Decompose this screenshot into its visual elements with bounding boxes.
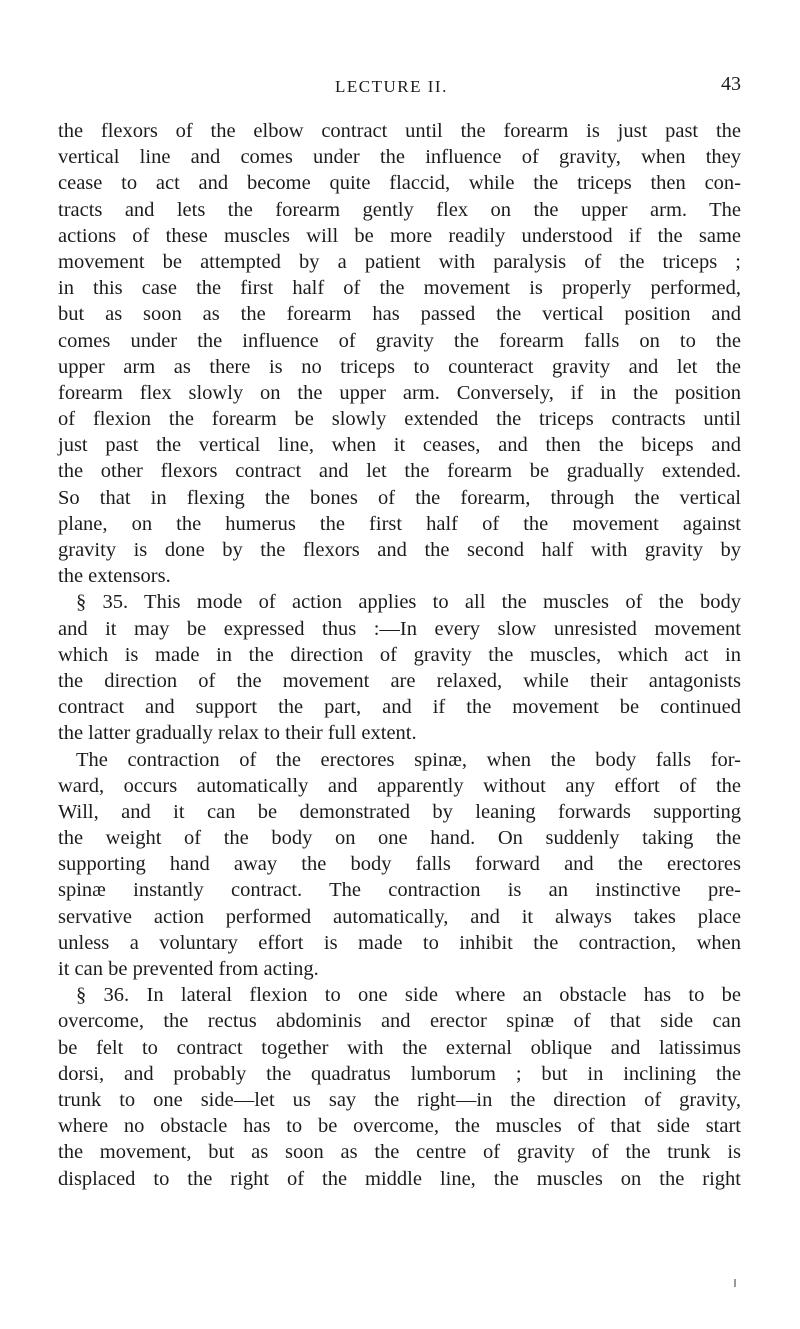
text-line: supporting hand away the body falls forward and the erectores <box>58 853 741 876</box>
text-line: cease to act and become quite flaccid, while the triceps then con- <box>58 172 741 195</box>
running-header <box>0 63 800 96</box>
text-line: gravity is done by the flexors and the second half with gravity by <box>58 539 741 561</box>
text-line: which is made in the direction of gravity the muscles, which act in <box>58 643 741 666</box>
page-number: 43 <box>721 73 741 95</box>
text-line: So that in flexing the bones of the forearm, through the vertical <box>58 486 741 509</box>
text-line: the flexors of the elbow contract until the forearm is just past the <box>58 120 741 142</box>
text-line: plane, on the humerus the first half of the movement against <box>58 512 741 535</box>
text-line: spinæ instantly contract. The contraction is an instinctive pre- <box>58 879 741 902</box>
text-line: contract and support the part, and if the movement be continued <box>58 696 741 719</box>
text-line: where no obstacle has to be overcome, the muscles of that side start <box>58 1115 741 1138</box>
text-line-paragraph-end: it can be prevented from acting. <box>58 958 319 980</box>
text-line: comes under the influence of gravity the forearm falls on to the <box>58 329 741 352</box>
running-title: LECTURE II. <box>335 77 448 96</box>
text-line: movement be attempted by a patient with paralysis of the triceps ; <box>58 250 741 273</box>
text-line: overcome, the rectus abdominis and erector spinæ of that side can <box>58 1010 741 1033</box>
text-line: but as soon as the forearm has passed the vertical position and <box>58 303 741 326</box>
text-line: forearm flex slowly on the upper arm. Conversely, if in the position <box>58 381 741 404</box>
text-line: servative action performed automatically, and it always takes place <box>58 905 741 928</box>
text-line-paragraph-end: the latter gradually relax to their full extent. <box>58 722 417 745</box>
text-line-paragraph-start: The contraction of the erectores spinæ, when the body falls for- <box>76 748 741 771</box>
text-line: displaced to the right of the middle line, the muscles on the right <box>58 1167 741 1190</box>
text-line: vertical line and comes under the influence of gravity, when they <box>58 146 741 169</box>
print-speck <box>734 1279 736 1287</box>
text-line: tracts and lets the forearm gently flex on the upper arm. The <box>58 198 741 221</box>
text-line: and it may be expressed thus :—In every slow unresisted movement <box>58 617 741 640</box>
text-line: the other flexors contract and let the forearm be gradually extended. <box>58 460 741 483</box>
text-line: the direction of the movement are relaxed, while their antagonists <box>58 669 741 692</box>
body-text <box>58 118 741 1192</box>
text-line: of flexion the forearm be slowly extended the triceps contracts until <box>58 408 741 431</box>
text-line: be felt to contract together with the external oblique and latissimus <box>58 1036 741 1059</box>
text-line: upper arm as there is no triceps to counteract gravity and let the <box>58 355 741 378</box>
text-line: in this case the first half of the movement is properly performed, <box>58 277 741 300</box>
text-line: dorsi, and probably the quadratus lumborum ; but in inclining the <box>58 1062 741 1085</box>
text-line-section-35-start: § 35. This mode of action applies to all the muscles of the body <box>76 591 741 614</box>
text-line: the weight of the body on one hand. On suddenly taking the <box>58 827 741 850</box>
text-line: ward, occurs automatically and apparently without any effort of the <box>58 774 741 797</box>
text-line-paragraph-end: the extensors. <box>58 565 171 588</box>
text-line: Will, and it can be demonstrated by leaning forwards supporting <box>58 800 741 823</box>
text-line: the movement, but as soon as the centre of gravity of the trunk is <box>58 1141 741 1164</box>
text-line: actions of these muscles will be more readily understood if the same <box>58 224 741 247</box>
text-line-section-36-start: § 36. In lateral flexion to one side where an obstacle has to be <box>76 984 741 1007</box>
text-line: just past the vertical line, when it ceases, and then the biceps and <box>58 434 741 457</box>
text-line: trunk to one side—let us say the right—in the direction of gravity, <box>58 1088 741 1111</box>
text-line: unless a voluntary effort is made to inhibit the contraction, when <box>58 931 741 954</box>
